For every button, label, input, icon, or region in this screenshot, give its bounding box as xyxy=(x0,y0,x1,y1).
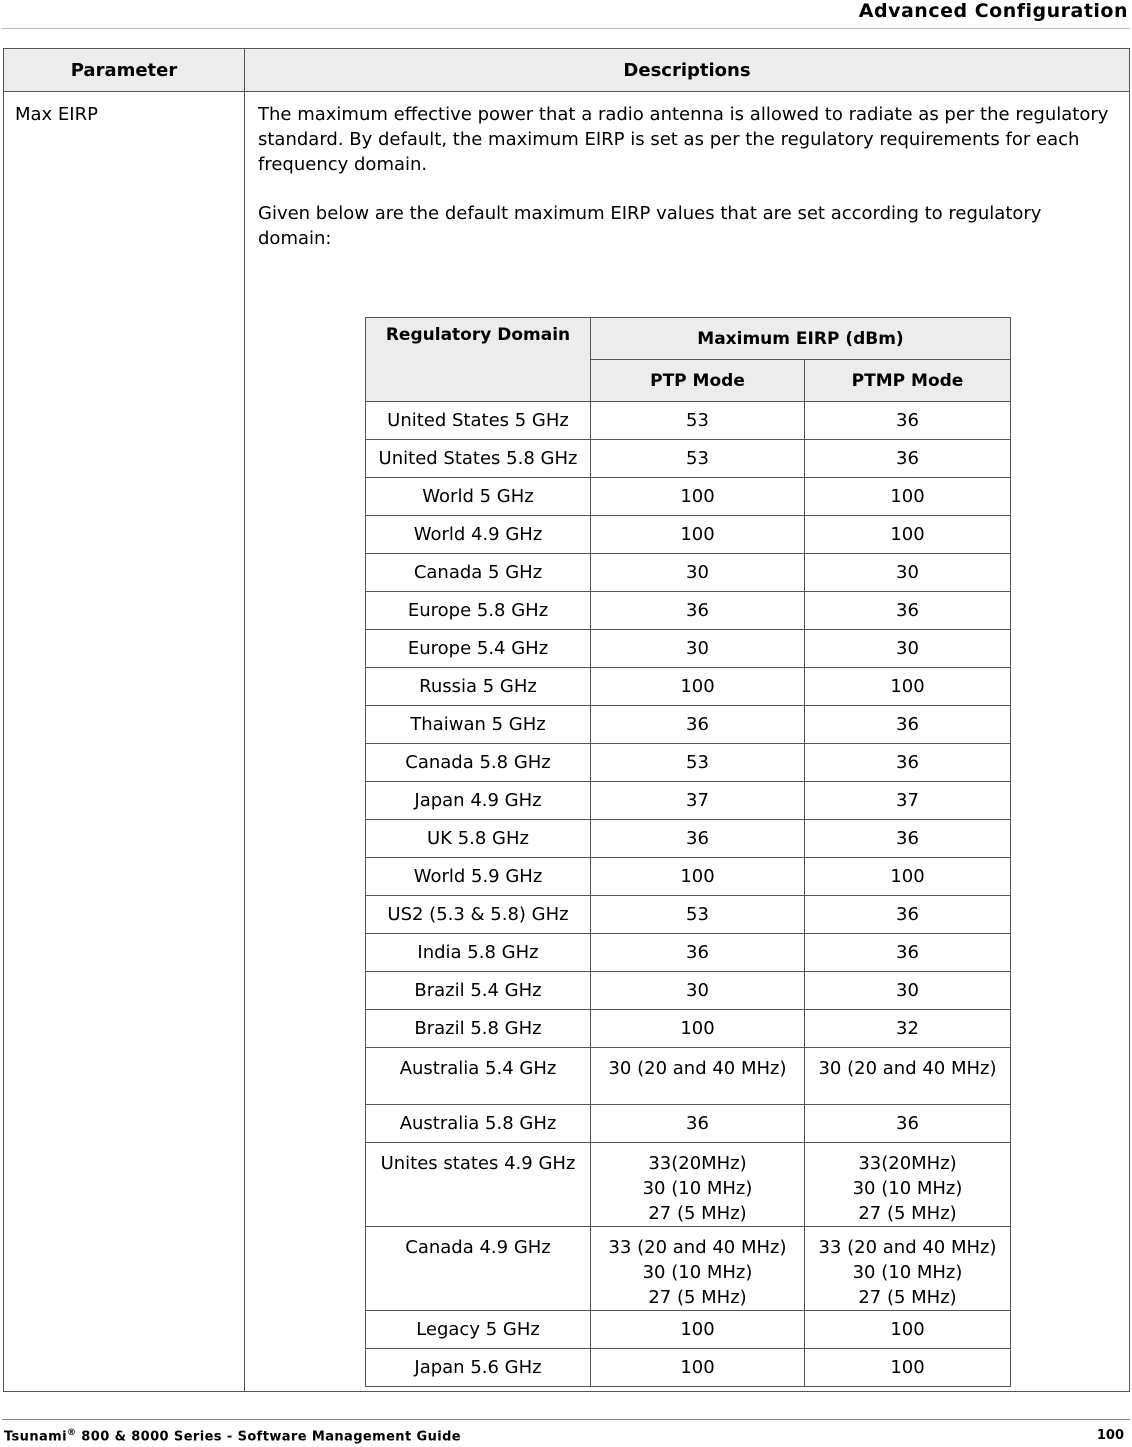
ptp-mode-cell xyxy=(591,402,805,440)
table-row xyxy=(366,934,1011,972)
table-row xyxy=(366,1143,1011,1227)
ptp-mode-cell xyxy=(591,934,805,972)
eirp-table xyxy=(365,317,1011,1387)
regulatory-domain-cell: US2 (5.3 & 5.8) GHz xyxy=(366,896,591,934)
value-line: 36 xyxy=(896,904,919,925)
description-paragraph-1: The maximum effective power that a radio antenna is allowed to radiate as per the regulatory standard. By default, the maximum EIRP is set as per the regulatory requirements for each frequency domain. xyxy=(258,104,1109,175)
ptmp-mode-cell xyxy=(805,972,1011,1010)
ptp-mode-cell xyxy=(591,706,805,744)
ptmp-mode-cell xyxy=(805,1010,1011,1048)
value-line: 27 (5 MHz) xyxy=(858,1287,957,1308)
ptmp-mode-cell xyxy=(805,782,1011,820)
ptmp-mode-cell xyxy=(805,934,1011,972)
value-line: 30 xyxy=(686,638,709,659)
ptp-mode-cell xyxy=(591,782,805,820)
ptp-mode-cell xyxy=(591,668,805,706)
footer-product: Tsunami xyxy=(4,1429,67,1445)
regulatory-domain-cell: World 4.9 GHz xyxy=(366,516,591,554)
regulatory-domain-cell: UK 5.8 GHz xyxy=(366,820,591,858)
value-line: 36 xyxy=(896,600,919,621)
value-line: 33(20MHz) xyxy=(858,1153,957,1174)
ptp-mode-cell xyxy=(591,744,805,782)
ptp-mode-cell xyxy=(591,630,805,668)
ptp-mode-cell xyxy=(591,516,805,554)
value-line: 30 (10 MHz) xyxy=(852,1178,963,1199)
value-line: 36 xyxy=(896,714,919,735)
ptmp-mode-cell xyxy=(805,630,1011,668)
footer-rule xyxy=(2,1419,1130,1420)
value-line: 100 xyxy=(890,524,925,545)
value-line: 30 (10 MHz) xyxy=(852,1262,963,1283)
value-line: 53 xyxy=(686,448,709,469)
value-line: 33 (20 and 40 MHz) xyxy=(608,1237,787,1258)
table-row xyxy=(366,440,1011,478)
column-header-max-eirp: Maximum EIRP (dBm) xyxy=(591,318,1011,360)
page-number: 100 xyxy=(1096,1428,1124,1443)
value-line: 100 xyxy=(890,676,925,697)
parameter-row xyxy=(4,92,1130,1392)
value-line: 33 (20 and 40 MHz) xyxy=(818,1237,997,1258)
table-row xyxy=(366,972,1011,1010)
value-line: 30 xyxy=(896,562,919,583)
regulatory-domain-cell: United States 5.8 GHz xyxy=(366,440,591,478)
column-header-ptp-mode: PTP Mode xyxy=(591,360,805,402)
value-line: 27 (5 MHz) xyxy=(858,1203,957,1224)
value-line: 53 xyxy=(686,752,709,773)
column-header-parameter: Parameter xyxy=(4,49,245,92)
ptmp-mode-cell xyxy=(805,820,1011,858)
table-row xyxy=(366,478,1011,516)
ptmp-mode-cell xyxy=(805,1311,1011,1349)
regulatory-domain-cell: Brazil 5.8 GHz xyxy=(366,1010,591,1048)
value-line: 53 xyxy=(686,904,709,925)
table-row xyxy=(366,1227,1011,1311)
value-line: 30 (10 MHz) xyxy=(642,1178,753,1199)
value-line: 36 xyxy=(896,448,919,469)
value-line: 100 xyxy=(680,1319,715,1340)
ptmp-mode-cell xyxy=(805,858,1011,896)
parameter-description xyxy=(245,92,1130,1392)
ptmp-mode-cell xyxy=(805,554,1011,592)
value-line: 36 xyxy=(896,942,919,963)
table-row xyxy=(366,782,1011,820)
ptp-mode-cell xyxy=(591,440,805,478)
value-line: 53 xyxy=(686,410,709,431)
table-row xyxy=(366,858,1011,896)
ptp-mode-cell xyxy=(591,858,805,896)
value-line: 37 xyxy=(686,790,709,811)
table-row xyxy=(366,1105,1011,1143)
parameter-table-header xyxy=(4,49,1130,92)
value-line: 36 xyxy=(686,942,709,963)
parameter-name: Max EIRP xyxy=(4,92,245,1392)
value-line: 33(20MHz) xyxy=(648,1153,747,1174)
ptmp-mode-cell xyxy=(805,668,1011,706)
value-line: 36 xyxy=(896,828,919,849)
value-line: 27 (5 MHz) xyxy=(648,1287,747,1308)
value-line: 36 xyxy=(896,410,919,431)
table-row xyxy=(366,744,1011,782)
regulatory-domain-cell: Australia 5.8 GHz xyxy=(366,1105,591,1143)
ptmp-mode-cell xyxy=(805,1227,1011,1311)
page-header: Advanced Configuration xyxy=(858,0,1128,22)
regulatory-domain-cell: Japan 5.6 GHz xyxy=(366,1349,591,1387)
table-row xyxy=(366,820,1011,858)
table-row xyxy=(366,1349,1011,1387)
regulatory-domain-cell: India 5.8 GHz xyxy=(366,934,591,972)
ptp-mode-cell xyxy=(591,1010,805,1048)
footer-guide-name: 800 & 8000 Series - Software Management Guide xyxy=(76,1429,462,1445)
value-line: 100 xyxy=(680,1357,715,1378)
table-row xyxy=(366,402,1011,440)
ptp-mode-cell xyxy=(591,1349,805,1387)
value-line: 100 xyxy=(680,524,715,545)
eirp-table-header-row-1 xyxy=(366,318,1011,360)
ptp-mode-cell xyxy=(591,820,805,858)
value-line: 30 (20 and 40 MHz) xyxy=(818,1058,997,1079)
regulatory-domain-cell: World 5.9 GHz xyxy=(366,858,591,896)
table-row xyxy=(366,668,1011,706)
ptmp-mode-cell xyxy=(805,1048,1011,1105)
value-line: 100 xyxy=(890,1357,925,1378)
table-row xyxy=(366,1048,1011,1105)
regulatory-domain-cell: Brazil 5.4 GHz xyxy=(366,972,591,1010)
ptmp-mode-cell xyxy=(805,744,1011,782)
regulatory-domain-cell: Canada 4.9 GHz xyxy=(366,1227,591,1311)
ptmp-mode-cell xyxy=(805,592,1011,630)
ptp-mode-cell xyxy=(591,1227,805,1311)
ptp-mode-cell xyxy=(591,896,805,934)
regulatory-domain-cell: Thaiwan 5 GHz xyxy=(366,706,591,744)
value-line: 30 xyxy=(896,638,919,659)
ptp-mode-cell xyxy=(591,972,805,1010)
table-row xyxy=(366,516,1011,554)
description-paragraph-2: Given below are the default maximum EIRP values that are set according to regulatory domain: xyxy=(258,203,1042,249)
eirp-table-body xyxy=(366,402,1011,1387)
regulatory-domain-cell: Unites states 4.9 GHz xyxy=(366,1143,591,1227)
table-row xyxy=(366,706,1011,744)
ptmp-mode-cell xyxy=(805,402,1011,440)
regulatory-domain-cell: Russia 5 GHz xyxy=(366,668,591,706)
value-line: 36 xyxy=(686,600,709,621)
regulatory-domain-cell: World 5 GHz xyxy=(366,478,591,516)
value-line: 36 xyxy=(686,714,709,735)
value-line: 100 xyxy=(680,866,715,887)
table-row xyxy=(366,896,1011,934)
value-line: 100 xyxy=(890,866,925,887)
ptmp-mode-cell xyxy=(805,1105,1011,1143)
ptp-mode-cell xyxy=(591,554,805,592)
ptmp-mode-cell xyxy=(805,1143,1011,1227)
value-line: 36 xyxy=(896,1113,919,1134)
value-line: 100 xyxy=(680,676,715,697)
regulatory-domain-cell: Australia 5.4 GHz xyxy=(366,1048,591,1105)
ptp-mode-cell xyxy=(591,1311,805,1349)
value-line: 100 xyxy=(680,1018,715,1039)
ptp-mode-cell xyxy=(591,478,805,516)
trademark-symbol: ® xyxy=(66,1428,77,1438)
table-row xyxy=(366,630,1011,668)
value-line: 36 xyxy=(896,752,919,773)
ptp-mode-cell xyxy=(591,1105,805,1143)
column-header-regulatory-domain: Regulatory Domain xyxy=(366,318,591,402)
ptmp-mode-cell xyxy=(805,1349,1011,1387)
ptp-mode-cell xyxy=(591,592,805,630)
value-line: 100 xyxy=(680,486,715,507)
value-line: 30 (20 and 40 MHz) xyxy=(608,1058,787,1079)
value-line: 27 (5 MHz) xyxy=(648,1203,747,1224)
value-line: 32 xyxy=(896,1018,919,1039)
column-header-descriptions: Descriptions xyxy=(245,49,1130,92)
ptmp-mode-cell xyxy=(805,478,1011,516)
ptmp-mode-cell xyxy=(805,706,1011,744)
table-row xyxy=(366,592,1011,630)
column-header-ptmp-mode: PTMP Mode xyxy=(805,360,1011,402)
regulatory-domain-cell: United States 5 GHz xyxy=(366,402,591,440)
value-line: 100 xyxy=(890,486,925,507)
value-line: 30 xyxy=(686,980,709,1001)
value-line: 100 xyxy=(890,1319,925,1340)
table-row xyxy=(366,1010,1011,1048)
header-rule xyxy=(2,28,1130,29)
value-line: 36 xyxy=(686,828,709,849)
ptp-mode-cell xyxy=(591,1048,805,1105)
value-line: 30 xyxy=(896,980,919,1001)
table-row xyxy=(366,554,1011,592)
regulatory-domain-cell: Canada 5.8 GHz xyxy=(366,744,591,782)
regulatory-domain-cell: Europe 5.4 GHz xyxy=(366,630,591,668)
table-row xyxy=(366,1311,1011,1349)
parameter-table xyxy=(3,48,1130,1392)
regulatory-domain-cell: Japan 4.9 GHz xyxy=(366,782,591,820)
value-line: 30 (10 MHz) xyxy=(642,1262,753,1283)
value-line: 36 xyxy=(686,1113,709,1134)
ptmp-mode-cell xyxy=(805,440,1011,478)
ptmp-mode-cell xyxy=(805,516,1011,554)
regulatory-domain-cell: Europe 5.8 GHz xyxy=(366,592,591,630)
value-line: 37 xyxy=(896,790,919,811)
ptp-mode-cell xyxy=(591,1143,805,1227)
ptmp-mode-cell xyxy=(805,896,1011,934)
value-line: 30 xyxy=(686,562,709,583)
regulatory-domain-cell: Legacy 5 GHz xyxy=(366,1311,591,1349)
footer-guide-title xyxy=(4,1428,461,1444)
regulatory-domain-cell: Canada 5 GHz xyxy=(366,554,591,592)
